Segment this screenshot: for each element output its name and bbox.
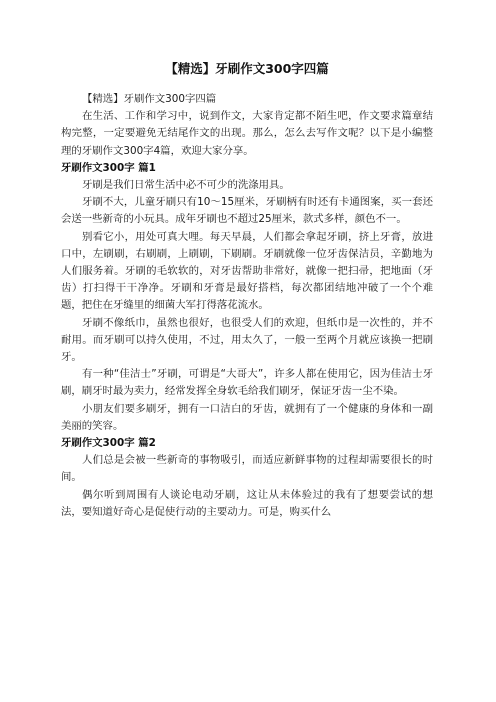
section-heading: 牙刷作文300字 篇2	[61, 437, 156, 450]
body-paragraph: 人们总是会被一些新奇的事物吸引，而适应新鲜事物的过程却需要很长的时间。	[61, 454, 433, 484]
intro-subtitle: 【精选】牙刷作文300字四篇	[82, 93, 217, 105]
body-paragraph: 牙刷不大，儿童牙刷只有10～15厘米，牙刷柄有时还有卡通图案，买一套还会送一些新奇的小玩具。成年牙刷也不超过25厘米，款式多样，颜色不一。	[61, 196, 433, 226]
body-paragraph: 牙刷不像纸巾，虽然也很好，也很受人们的欢迎，但纸巾是一次性的，并不耐用。而牙刷可以持久使用，不过，用太久了，一般一至两个月就应该换一把刷牙。	[61, 316, 433, 364]
body-paragraph: 偶尔听到周围有人谈论电动牙刷，这让从未体验过的我有了想要尝试的想法，要知道好奇心是促使行动的主要动力。可是，购买什么	[61, 488, 433, 518]
section-2	[61, 435, 433, 521]
body-paragraph: 小朋友们要多刷牙，拥有一口洁白的牙齿，就拥有了一个健康的身体和一副美丽的笑容。	[61, 402, 433, 432]
document-title: 【精选】牙刷作文300字四篇	[165, 61, 329, 76]
section-1	[61, 160, 433, 435]
section-heading: 牙刷作文300字 篇1	[61, 161, 156, 174]
body-paragraph: 牙刷是我们日常生活中必不可少的洗涤用具。	[82, 179, 290, 192]
intro-paragraph: 在生活、工作和学习中，说到作文，大家肯定都不陌生吧，作文要求篇章结构完整，一定要避免无结尾作文的出现。那么，怎么去写作文呢？以下是小编整理的牙刷作文300字4篇，欢迎大家分享。	[61, 110, 433, 157]
body-paragraph: 有一种“佳洁士”牙刷，可谓是“大哥大”，许多人都在使用它，因为佳洁士牙刷，刷牙时最为卖力，经常发挥全身软毛给我们刷牙，保证牙齿一尘不染。	[61, 368, 433, 398]
body-paragraph: 别看它小，用处可真大哩。每天早晨，人们都会拿起牙刷，挤上牙膏，放进口中，左刷刷，右刷刷，上刷刷，下刷刷。牙刷就像一位牙齿保洁员，辛勤地为人们服务着。牙刷的毛软软的，对牙齿帮助非常好，就像一把扫帚，把地面（牙齿）打扫得干干净净。牙刷和牙膏是最好搭档，每次都团结地冲破了一个个难题，把住在牙缝里的细菌大军打得落花流水。	[61, 230, 433, 312]
document-page	[61, 60, 433, 521]
